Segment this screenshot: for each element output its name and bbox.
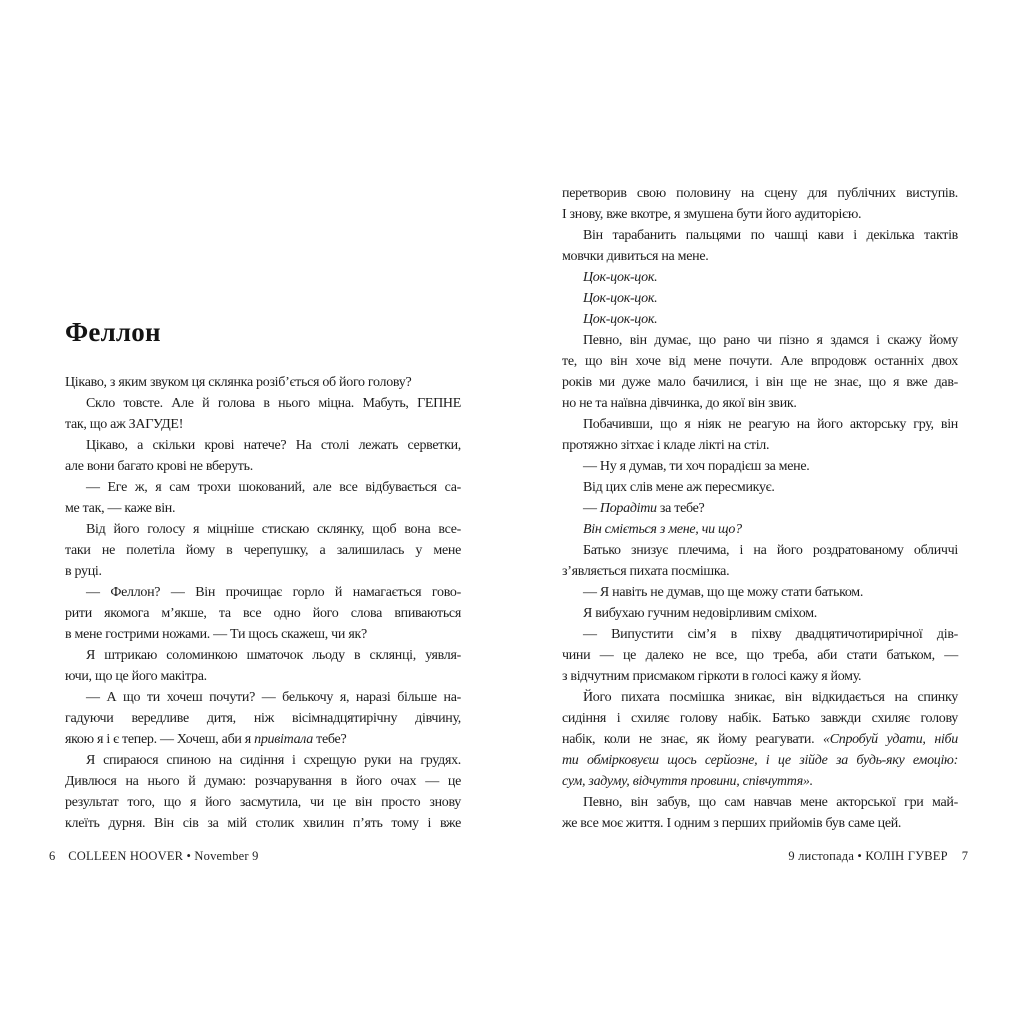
italic-text-segment: Порадіти [599,501,657,516]
text-line [562,582,958,603]
text-line [65,477,461,498]
text-line [562,708,958,729]
text-line [562,519,958,540]
text-line [65,645,461,666]
text-line [65,729,461,750]
text-line [562,624,958,645]
text-segment: за тебе? [656,501,705,516]
text-segment: — Феллон? — Він прочищає горло й намагається гово- [86,585,461,600]
text-line [562,540,958,561]
italic-text-segment: сум, задуму, відчуття провини, співчуття». [562,774,813,789]
text-segment: так, що аж ЗАГУДЕ! [65,417,184,432]
italic-text-segment: ти обмірковуєш щось серйозне, і це зійде за будь-яку емоцію: [562,753,958,768]
text-line [65,813,461,834]
text-segment: Цікаво, з яким звуком ця склянка розіб’ється об його голову? [65,375,412,390]
right-page [562,0,958,1024]
text-line [65,540,461,561]
text-line [562,435,958,456]
italic-text-segment: Цок-цок-цок. [583,291,658,306]
text-segment: клеїть дурня. Він сів за мій столик хвилин п’ять тому і вже [65,816,461,831]
text-segment: Дивлюся на нього й думаю: розчарування в його очах — це [65,774,461,789]
text-line [65,792,461,813]
text-line [562,309,958,330]
text-segment: в руці. [65,564,102,579]
text-segment: Певно, він думає, що рано чи пізно я здамся і скажу йому [583,333,958,348]
text-segment: же все моє життя. І одним з перших прийомів був саме цей. [562,816,902,831]
italic-text-segment: привітала [254,732,313,747]
text-segment: чини — це далеко не все, що треба, аби стати батьком, — [562,648,958,663]
left-page-text-block [65,372,461,834]
text-line [562,771,958,792]
text-segment: протяжно зітхає і кладе лікті на стіл. [562,438,770,453]
italic-text-segment: «Спробуй удати, ніби [823,732,958,747]
italic-text-segment: Він сміється з мене, чи що? [583,522,742,537]
text-segment: гадуючи вередливе дитя, ніж вісімнадцятирічну дівчину, [65,711,461,726]
footer-left [49,849,259,864]
text-segment: набік, коли не знає, як йому реагувати. [562,732,823,747]
italic-text-segment: Цок-цок-цок. [583,270,658,285]
text-segment: Цікаво, а скільки крові натече? На столі лежать серветки, [86,438,461,453]
chapter-title: Феллон [65,317,161,348]
right-page-text-block [562,183,958,834]
text-line [65,687,461,708]
text-line [65,750,461,771]
page-number-right: 7 [961,849,968,863]
text-segment: перетворив свою половину на сцену для публічних виступів. [562,186,958,201]
text-line [65,414,461,435]
text-segment: Батько знизує плечима, і на його роздратованому обличчі [583,543,958,558]
text-segment: якою я і є тепер. — Хочеш, аби я [65,732,255,747]
text-line [65,582,461,603]
text-line [562,498,958,519]
text-segment: рити якомога м’якше, та все одно його слова впиваються [65,606,461,621]
text-line [562,393,958,414]
text-line [562,351,958,372]
text-line [65,561,461,582]
text-line [562,204,958,225]
text-segment: — Еге ж, я сам трохи шокований, але все відбувається са- [86,480,461,495]
text-line [562,246,958,267]
text-segment: Він тарабанить пальцями по чашці кави і декілька тактів [583,228,958,243]
text-segment: з’являється пихата посмішка. [562,564,730,579]
text-segment: те, що він хоче від мене почути. Але впродовж останніх двох [562,354,958,369]
text-segment: з відчутним присмаком гіркоти в голосі кажу я йому. [562,669,862,684]
text-segment: — [583,501,600,516]
text-line [562,561,958,582]
text-line [562,183,958,204]
page-number-left: 6 [49,849,56,863]
text-line [65,372,461,393]
text-segment: но не та наївна дівчинка, до якої він звик. [562,396,797,411]
text-segment: Побачивши, що я ніяк не реагую на його акторську гру, він [583,417,958,432]
text-line [562,330,958,351]
text-segment: — Ну я думав, ти хоч порадієш за мене. [583,459,810,474]
text-line [562,603,958,624]
text-line [562,288,958,309]
text-segment: — Випустити сім’я в піхву двадцятичотирирічної дів- [583,627,958,642]
text-segment: ючи, що це його макітра. [65,669,207,684]
text-segment: Від цих слів мене аж пересмикує. [583,480,775,495]
text-segment: Я вибухаю гучним недовірливим сміхом. [583,606,817,621]
text-line [562,729,958,750]
text-segment: таки не полетіла йому в черепушку, а залишилась у мене [65,543,461,558]
text-line [65,498,461,519]
text-line [65,456,461,477]
running-head-left: COLLEEN HOOVER • November 9 [68,849,259,863]
running-head-right: 9 листопада • КОЛІН ГУВЕР [788,849,948,863]
left-page [65,0,461,1024]
text-line [65,708,461,729]
text-segment: Скло товсте. Але й голова в нього міцна. Мабуть, ГЕПНЕ [86,396,461,411]
text-line [65,393,461,414]
text-segment: І знову, вже вкотре, я змушена бути його аудиторією. [562,207,862,222]
footer-right [562,849,968,864]
text-line [65,624,461,645]
text-segment: результат того, що я його засмутила, чи це він просто знову [65,795,461,810]
text-segment: ме так, — каже він. [65,501,176,516]
text-segment: в мене гострими ножами. — Ти щось скажеш, чи як? [65,627,367,642]
text-line [562,267,958,288]
text-line [562,225,958,246]
text-line [65,771,461,792]
text-segment: Певно, він забув, що сам навчав мене акторської гри май- [583,795,958,810]
text-line [562,750,958,771]
text-segment: — А що ти хочеш почути? — белькочу я, наразі більше на- [86,690,461,705]
text-segment: Я спираюся спиною на сидіння і схрещую руки на грудях. [86,753,461,768]
text-line [562,645,958,666]
text-line [562,813,958,834]
text-segment: тебе? [312,732,347,747]
text-segment: мовчки дивиться на мене. [562,249,709,264]
italic-text-segment: Цок-цок-цок. [583,312,658,327]
text-segment: років ми дуже мало бачилися, і він ще не знає, що я вже дав- [562,375,958,390]
text-line [65,435,461,456]
text-line [65,519,461,540]
text-line [65,666,461,687]
text-line [562,414,958,435]
text-segment: сидіння і схиляє голову набік. Батько завжди схиляє голову [562,711,958,726]
text-segment: але вони багато крові не вберуть. [65,459,253,474]
text-line [65,603,461,624]
text-segment: Від його голосу я міцніше стискаю склянку, щоб вона все- [86,522,461,537]
text-line [562,666,958,687]
text-segment: Я штрикаю соломинкою шматочок льоду в склянці, уявля- [86,648,461,663]
text-line [562,456,958,477]
text-line [562,477,958,498]
text-segment: — Я навіть не думав, що ще можу стати батьком. [583,585,864,600]
text-line [562,792,958,813]
text-line [562,687,958,708]
text-line [562,372,958,393]
text-segment: Його пихата посмішка зникає, він відкидається на спинку [583,690,958,705]
